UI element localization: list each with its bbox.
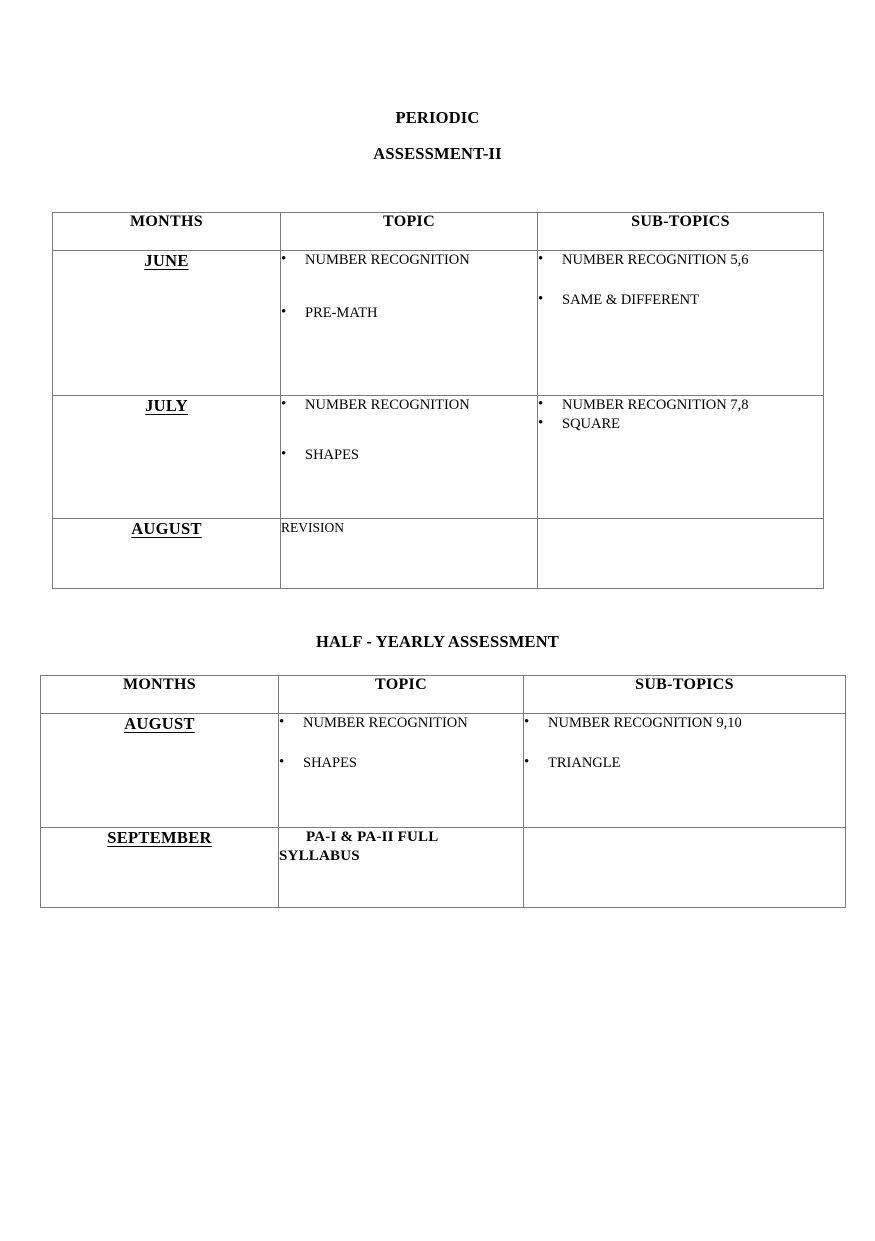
month-label: AUGUST [131,519,202,538]
list-item: • SAME & DIFFERENT [538,291,823,310]
topic-list [279,714,523,772]
topic-text: REVISION [281,520,344,535]
list-item: • SHAPES [281,446,537,465]
subtopic-list [538,251,823,309]
month-cell-august [41,714,279,828]
list-item: • PRE-MATH [281,304,537,323]
list-item: • NUMBER RECOGNITION 9,10 [524,714,845,733]
topic-text-line-2: SYLLABUS [279,847,360,864]
column-header-topic: TOPIC [281,213,538,251]
month-cell-july [53,396,281,519]
list-item: • TRIANGLE [524,754,845,773]
column-header-subtopics: SUB-TOPICS [538,213,824,251]
month-cell-june [53,251,281,396]
subtopic-list [524,714,845,772]
list-item: • NUMBER RECOGNITION [281,251,537,270]
half-yearly-assessment-table [40,675,846,908]
subtopic-cell-august-empty [538,519,824,589]
topic-list [281,251,537,322]
topic-cell-september [279,828,524,908]
month-cell-september [41,828,279,908]
list-item: • NUMBER RECOGNITION [281,396,537,415]
subtopic-list [538,396,823,433]
column-header-topic: TOPIC [279,676,524,714]
table-row [53,396,824,519]
topic-cell-june [281,251,538,396]
column-header-months: MONTHS [41,676,279,714]
month-label: SEPTEMBER [107,828,212,847]
list-item: • NUMBER RECOGNITION 5,6 [538,251,823,270]
list-item: • SHAPES [279,754,523,773]
column-header-subtopics: SUB-TOPICS [524,676,846,714]
topic-cell-august [281,519,538,589]
month-label: JULY [145,396,188,415]
section-heading-half-yearly: HALF - YEARLY ASSESSMENT [315,632,560,651]
document-title-line-1: PERIODIC [395,108,480,127]
month-label: AUGUST [124,714,195,733]
list-item: • NUMBER RECOGNITION [279,714,523,733]
subtopic-cell-august [524,714,846,828]
topic-list [281,396,537,464]
month-cell-august [53,519,281,589]
topic-cell-august [279,714,524,828]
subtopic-cell-september-empty [524,828,846,908]
subtopic-cell-june [538,251,824,396]
table-row [41,714,846,828]
periodic-assessment-table [52,212,824,589]
list-item: • NUMBER RECOGNITION 7,8 [538,396,823,415]
document-title-line-2: ASSESSMENT-II [373,144,502,163]
subtopic-cell-july [538,396,824,519]
topic-cell-july [281,396,538,519]
list-item: • SQUARE [538,415,823,434]
table-row [53,519,824,589]
topic-text-line-1: PA-I & PA-II FULL [306,829,439,845]
table-row [53,251,824,396]
table-header-row [53,213,824,251]
table-row [41,828,846,908]
column-header-months: MONTHS [53,213,281,251]
month-label: JUNE [144,251,189,270]
table-header-row [41,676,846,714]
